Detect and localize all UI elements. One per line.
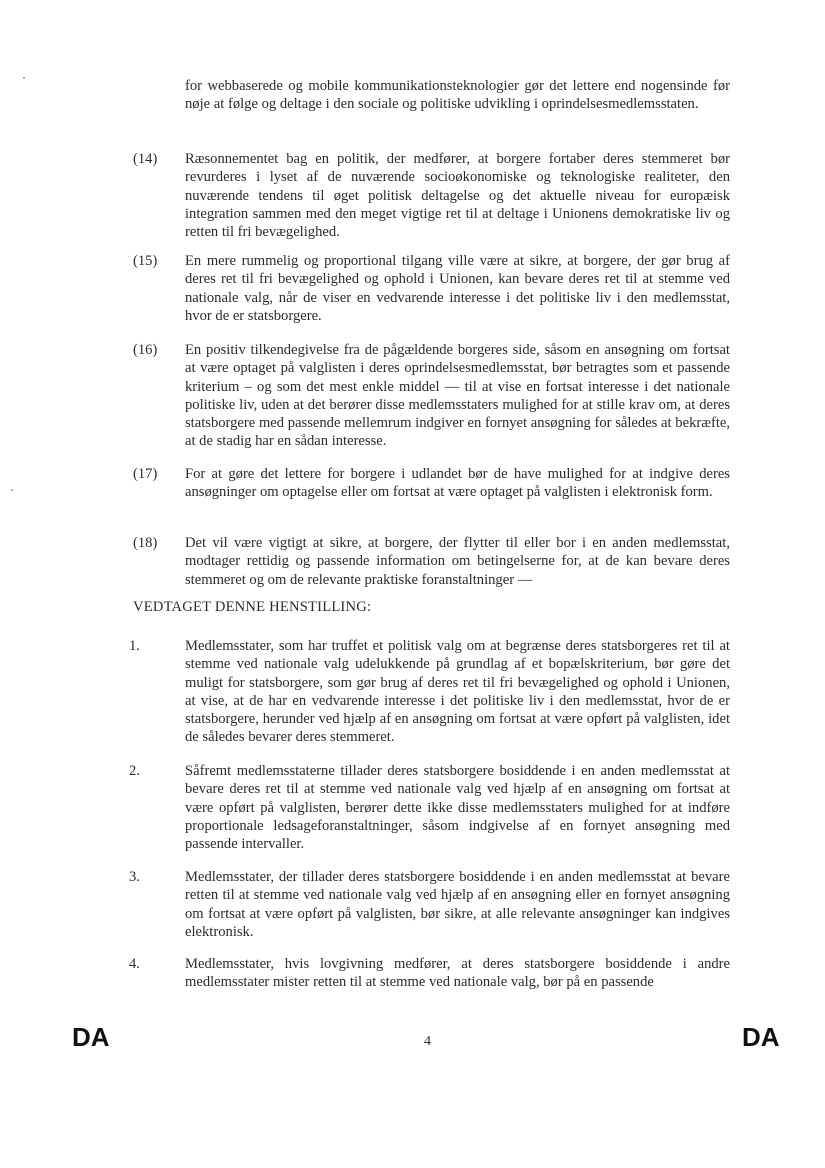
item-text: Medlemsstater, der tillader deres statsborgere bosiddende i en anden medlemsstat at bevare retten til at stemme ved nationale valg ved hjælp af en ansøgning eller en fornyet ansøgning om fortsat at være opført på valglisten, bør sikre, at alle relevante ansøgninger kan indgives elektronisk. [185, 869, 730, 940]
recital-text: En mere rummelig og proportional tilgang ville være at sikre, at borgere, der gør brug af deres ret til fri bevægelighed og ophold i Unionen, kan bevare deres ret til at stemme ved nationale valg, når de viser en vedvarende interesse i det politiske liv i den medlemsstat, hvor de er statsborgere. [185, 253, 730, 324]
page-number: 4 [424, 1034, 431, 1049]
item-text: Medlemsstater, som har truffet et politisk valg om at begrænse deres statsborgeres ret til at stemme ved nationale valg udelukkende på grundlag af et bopælskriterium, bør gøre det muligt for statsborgere, som gør brug af deres ret til fri bevægelighed og ophold i Unionen, at vise, at de har en vedvarende interesse i det politiske liv i den medlemsstat, hvor de er statsborgere, herunder ved hjælp af en ansøgning om fortsat at være opført på valglisten, idet de således bevarer deres stemmeret. [185, 638, 730, 746]
item-number: 2. [129, 763, 140, 779]
recital-number: (15) [133, 253, 158, 269]
item-number: 1. [129, 638, 140, 654]
scan-speck [11, 489, 13, 491]
enacting-heading: VEDTAGET DENNE HENSTILLING: [133, 599, 372, 615]
item-number: 3. [129, 869, 140, 885]
item-number: 4. [129, 956, 140, 972]
recital-number: (17) [133, 466, 158, 482]
recital-number: (16) [133, 342, 158, 358]
recital-text: Ræsonnementet bag en politik, der medfører, at borgere fortaber deres stemmeret bør revurderes i lyset af de nuværende socioøkonomiske og teknologiske realiteter, den nuværende tendens til øget politisk deltagelse og det aktuelle niveau for europæisk integration sammen med den meget vigtige ret til at deltage i Unionens demokratiske liv og retten til fri bevægelighed. [185, 151, 730, 241]
recital-text: For at gøre det lettere for borgere i udlandet bør de have mulighed for at indgive deres ansøgninger om optagelse eller om fortsat at være optaget på valglisten i elektronisk form. [185, 466, 730, 501]
continuation-paragraph: for webbaserede og mobile kommunikationsteknologier gør det lettere end nogensinde før nøje at følge og deltage i den sociale og politiske udvikling i oprindelsesmedlemsstaten. [185, 78, 730, 113]
recital-number: (14) [133, 151, 158, 167]
item-text: Såfremt medlemsstaterne tillader deres statsborgere bosiddende i en anden medlemsstat at bevare deres ret til at stemme ved nationale valg ved hjælp af en ansøgning om fortsat at være opført på valglisten, berører dette ikke disse medlemsstaters mulighed for at indføre proportionale ledsageforanstaltninger, såsom indgivelse af en fornyet ansøgning med passende intervaller. [185, 763, 730, 853]
recital-text: Det vil være vigtigt at sikre, at borgere, der flytter til eller bor i en anden medlemsstat, modtager rettidig og passende information om betingelserne for, at de kan bevare deres stemmeret og om de relevante praktiske foranstaltninger — [185, 535, 730, 588]
language-code-right: DA [742, 1022, 780, 1052]
scan-speck [23, 77, 25, 79]
language-code-left: DA [72, 1022, 110, 1052]
recital-number: (18) [133, 535, 158, 551]
item-text: Medlemsstater, hvis lovgivning medfører, at deres statsborgere bosiddende i andre medlemsstater mister retten til at stemme ved nationale valg, bør på en passende [185, 956, 730, 991]
recital-text: En positiv tilkendegivelse fra de pågældende borgeres side, såsom en ansøgning om fortsat at være optaget på valglisten i deres oprindelsesmedlemsstat, bør betragtes som et passende kriterium – og som det mest enkle middel — til at vise en fortsat interesse i det nationale politiske liv, uden at det berører disse medlemsstaters mulighed for at stille krav om, at deres statsborgere med passende mellemrum indgiver en fornyet ansøgning for således at bekræfte, at de stadig har en sådan interesse. [185, 342, 730, 450]
